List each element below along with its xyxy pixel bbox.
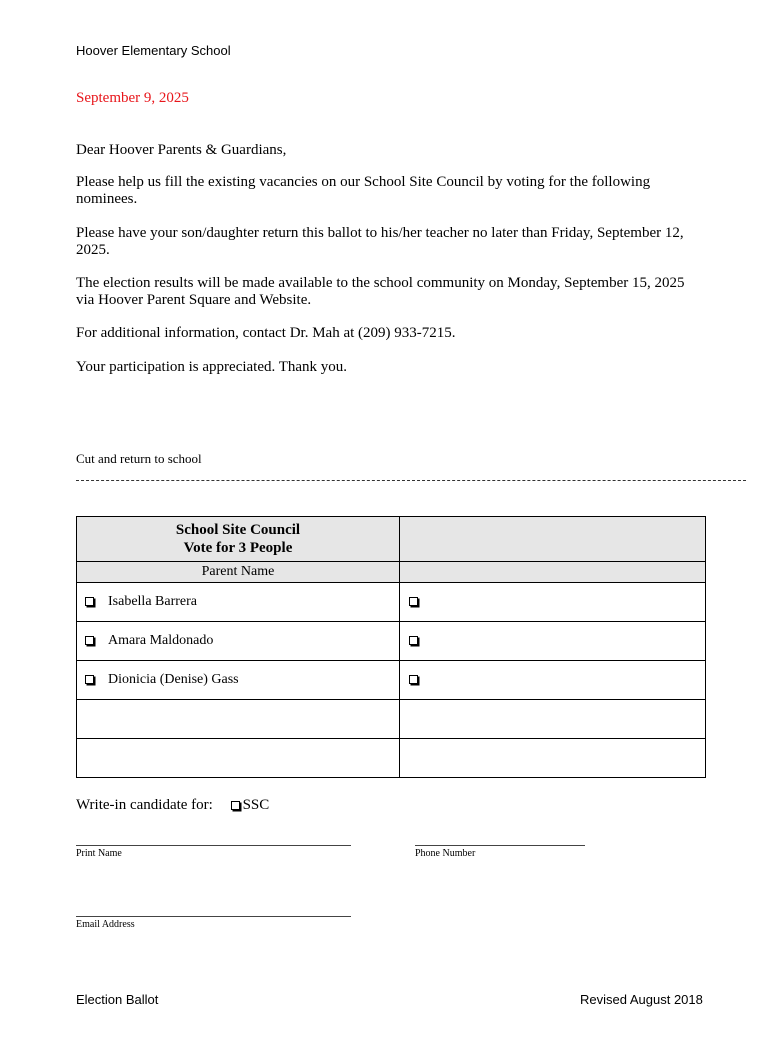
school-name: Hoover Elementary School (76, 43, 231, 58)
paragraph-thanks: Your participation is appreciated. Thank you. (76, 359, 348, 375)
ballot-subtitle: Vote for 3 People (183, 540, 293, 556)
letter-date: September 9, 2025 (76, 90, 189, 106)
empty-cell[interactable] (400, 739, 706, 778)
phone-label: Phone Number (415, 848, 476, 859)
table-row (77, 700, 706, 739)
candidate-cell (77, 622, 400, 661)
empty-cell[interactable] (400, 700, 706, 739)
checkbox-icon[interactable] (85, 675, 94, 684)
email-label: Email Address (76, 919, 135, 930)
checkbox-icon[interactable] (409, 675, 418, 684)
candidate-cell (77, 661, 400, 700)
paragraph-deadline: Please have your son/daughter return this ballot to his/her teacher no later than Friday, September 12, 2025. (76, 225, 684, 258)
footer-right: Revised August 2018 (580, 992, 703, 1007)
checkbox-icon[interactable] (409, 597, 418, 606)
write-in-cell (400, 661, 706, 700)
print-name-label: Print Name (76, 848, 122, 859)
empty-cell[interactable] (77, 700, 400, 739)
empty-cell[interactable] (77, 739, 400, 778)
ballot-header-blank (400, 517, 706, 562)
ballot-title-cell (77, 517, 400, 562)
paragraph-vacancies: Please help us fill the existing vacancies on our School Site Council by voting for the following nominees. (76, 174, 651, 207)
table-row (77, 622, 706, 661)
email-line[interactable] (76, 916, 351, 917)
column-header-blank (400, 562, 706, 583)
write-in-cell (400, 622, 706, 661)
table-row (77, 739, 706, 778)
paragraph-results: The election results will be made available to the school community on Monday, September 15, 2025 via Hoover Parent Square and Website. (76, 275, 685, 308)
table-row (77, 583, 706, 622)
checkbox-icon[interactable] (85, 636, 94, 645)
ballot-title: School Site Council (175, 522, 301, 538)
candidate-cell (77, 583, 400, 622)
phone-line[interactable] (415, 845, 585, 846)
ballot-table (76, 516, 706, 778)
paragraph-contact: For additional information, contact Dr. Mah at (209) 933-7215. (76, 325, 456, 341)
write-in-cell (400, 583, 706, 622)
write-in-label: Write-in candidate for: (76, 797, 213, 813)
write-in-option: SSC (242, 797, 270, 813)
checkbox-icon[interactable] (409, 636, 418, 645)
candidate-name: Dionicia (Denise) Gass (108, 672, 239, 687)
write-in-row (76, 797, 269, 814)
greeting: Dear Hoover Parents & Guardians, (76, 142, 287, 158)
parent-name-header: Parent Name (77, 562, 400, 583)
cut-line (76, 480, 746, 481)
candidate-name: Isabella Barrera (108, 594, 197, 609)
cut-label: Cut and return to school (76, 451, 202, 466)
print-name-line[interactable] (76, 845, 351, 846)
checkbox-icon[interactable] (85, 597, 94, 606)
table-row (77, 661, 706, 700)
candidate-name: Amara Maldonado (108, 633, 214, 648)
checkbox-icon[interactable] (231, 801, 240, 810)
footer-left: Election Ballot (76, 992, 159, 1007)
